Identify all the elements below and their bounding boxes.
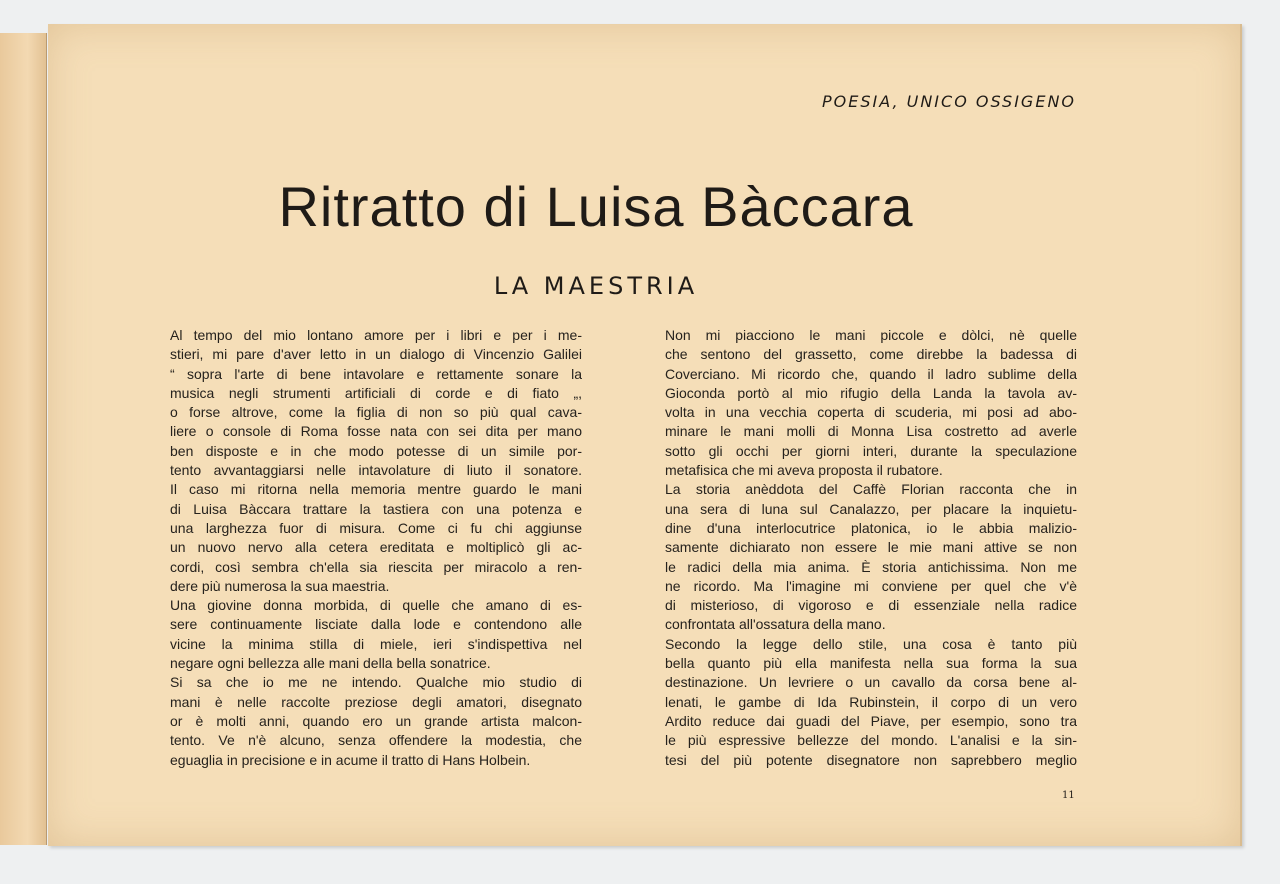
text-line: Gioconda portò al mio rifugio della Landa la tavola av-	[665, 384, 1077, 401]
text-line: “ sopra l'arte di bene intavolare e rettamente sonare la	[170, 365, 582, 382]
article-title: Ritratto di Luisa Bàccara	[278, 175, 914, 238]
text-line: tesi del più potente disegnatore non saprebbero meglio	[665, 751, 1077, 768]
text-line: or è molti anni, quando ero un grande artista malcon-	[170, 712, 582, 729]
text-line: sotto gli occhi per giorni interi, durante la speculazione	[665, 442, 1077, 459]
text-line: negare ogni bellezza alle mani della bella sonatrice.	[170, 655, 491, 672]
text-line: dere più numerosa la sua maestria.	[170, 577, 390, 594]
text-line: che sentono del grassetto, come direbbe la badessa di	[665, 346, 1077, 363]
text-line: vicine la minima stilla di miele, ieri s'indispettiva nel	[170, 635, 582, 652]
text-line: tento avvantaggiarsi nelle intavolature di liuto il sonatore.	[170, 462, 582, 479]
text-line: confrontata all'ossatura della mano.	[665, 616, 886, 633]
text-line: Si sa che io me ne intendo. Qualche mio studio di	[170, 674, 582, 691]
text-line: Coverciano. Mi ricordo che, quando il ladro sublime della	[665, 365, 1077, 382]
text-line: tento. Ve n'è alcuno, senza offendere la modestia, che	[170, 732, 582, 749]
text-line: La storia anèddota del Caffè Florian racconta che in	[665, 481, 1077, 498]
text-line: le più espressive bellezze del mondo. L'analisi e la sin-	[665, 732, 1077, 749]
text-line: di Luisa Bàccara trattare la tastiera con una potenza e	[170, 500, 582, 517]
text-line: una sera di luna sul Canalazzo, per placare la inquietu-	[665, 500, 1077, 517]
text-line: Al tempo del mio lontano amore per i libri e per i me-	[170, 327, 582, 343]
text-column-right	[665, 326, 1077, 770]
section-header: POESIA, UNICO OSSIGENO	[821, 92, 1076, 111]
text-line: metafisica che mi aveva proposta il rubatore.	[665, 462, 943, 479]
article-subtitle: LA MAESTRIA	[493, 272, 699, 300]
text-line: samente dichiarato non essere le mie mani attive se non	[665, 539, 1077, 556]
text-line: musica negli strumenti artificiali di corde e di fiato „,	[170, 384, 582, 401]
text-line: Una giovine donna morbida, di quelle che amano di es-	[170, 597, 582, 614]
text-line: Ardito reduce dai guadi del Piave, per esempio, sono tra	[665, 712, 1077, 729]
text-line: mani è nelle raccolte preziose degli amatori, disegnato	[170, 693, 582, 710]
text-line: una larghezza fuor di misura. Come ci fu chi aggiunse	[170, 519, 582, 536]
text-line: dine d'una interlocutrice platonica, io le abbia malizio-	[665, 519, 1077, 536]
text-column-left	[170, 326, 582, 770]
magazine-page	[48, 24, 1242, 846]
text-line: di misterioso, di vigoroso e di essenziale nella radice	[665, 597, 1077, 614]
text-line: eguaglia in precisione e in acume il tratto di Hans Holbein.	[170, 751, 531, 768]
text-line: ben disposte e in che modo potesse di un simile por-	[170, 442, 582, 459]
text-line: o forse altrove, come la figlia di non so più qual cava-	[170, 404, 582, 421]
text-line: cordi, così sembra ch'ella sia riescita per miracolo a ren-	[170, 558, 582, 575]
text-line: ne ricordo. Ma l'imagine mi conviene per quel che v'è	[665, 577, 1077, 594]
text-line: sere continuamente lisciate dalla lode e contendono alle	[170, 616, 582, 633]
text-line: stieri, mi pare d'aver letto in un dialogo di Vincenzio Galilei	[170, 346, 582, 363]
text-line: Secondo la legge dello stile, una cosa è tanto più	[665, 635, 1077, 652]
text-line: bella quanto più ella manifesta nella sua forma la sua	[665, 655, 1077, 672]
text-line: destinazione. Un levriere o un cavallo da corsa bene al-	[665, 674, 1077, 691]
text-line: le radici della mia anima. È storia antichissima. Non me	[665, 558, 1077, 575]
text-line: lenati, le gambe di Ida Rubinstein, il corpo di un vero	[665, 693, 1077, 710]
text-line: minare le mani molli di Monna Lisa costretto ad averle	[665, 423, 1077, 440]
left-page-edge	[0, 33, 47, 845]
text-line: Il caso mi ritorna nella memoria mentre guardo le mani	[170, 481, 582, 498]
text-line: un nuovo nervo alla cetera ereditata e moltiplicò gli ac-	[170, 539, 582, 556]
text-line: volta in una vecchia coperta di scuderia, mi posi ad abo-	[665, 404, 1077, 421]
text-line: liere o console di Roma fosse nata con sei dita per mano	[170, 423, 582, 440]
text-line: Non mi piacciono le mani piccole e dòlci, nè quelle	[665, 327, 1077, 343]
page-number: 11	[1062, 790, 1075, 801]
